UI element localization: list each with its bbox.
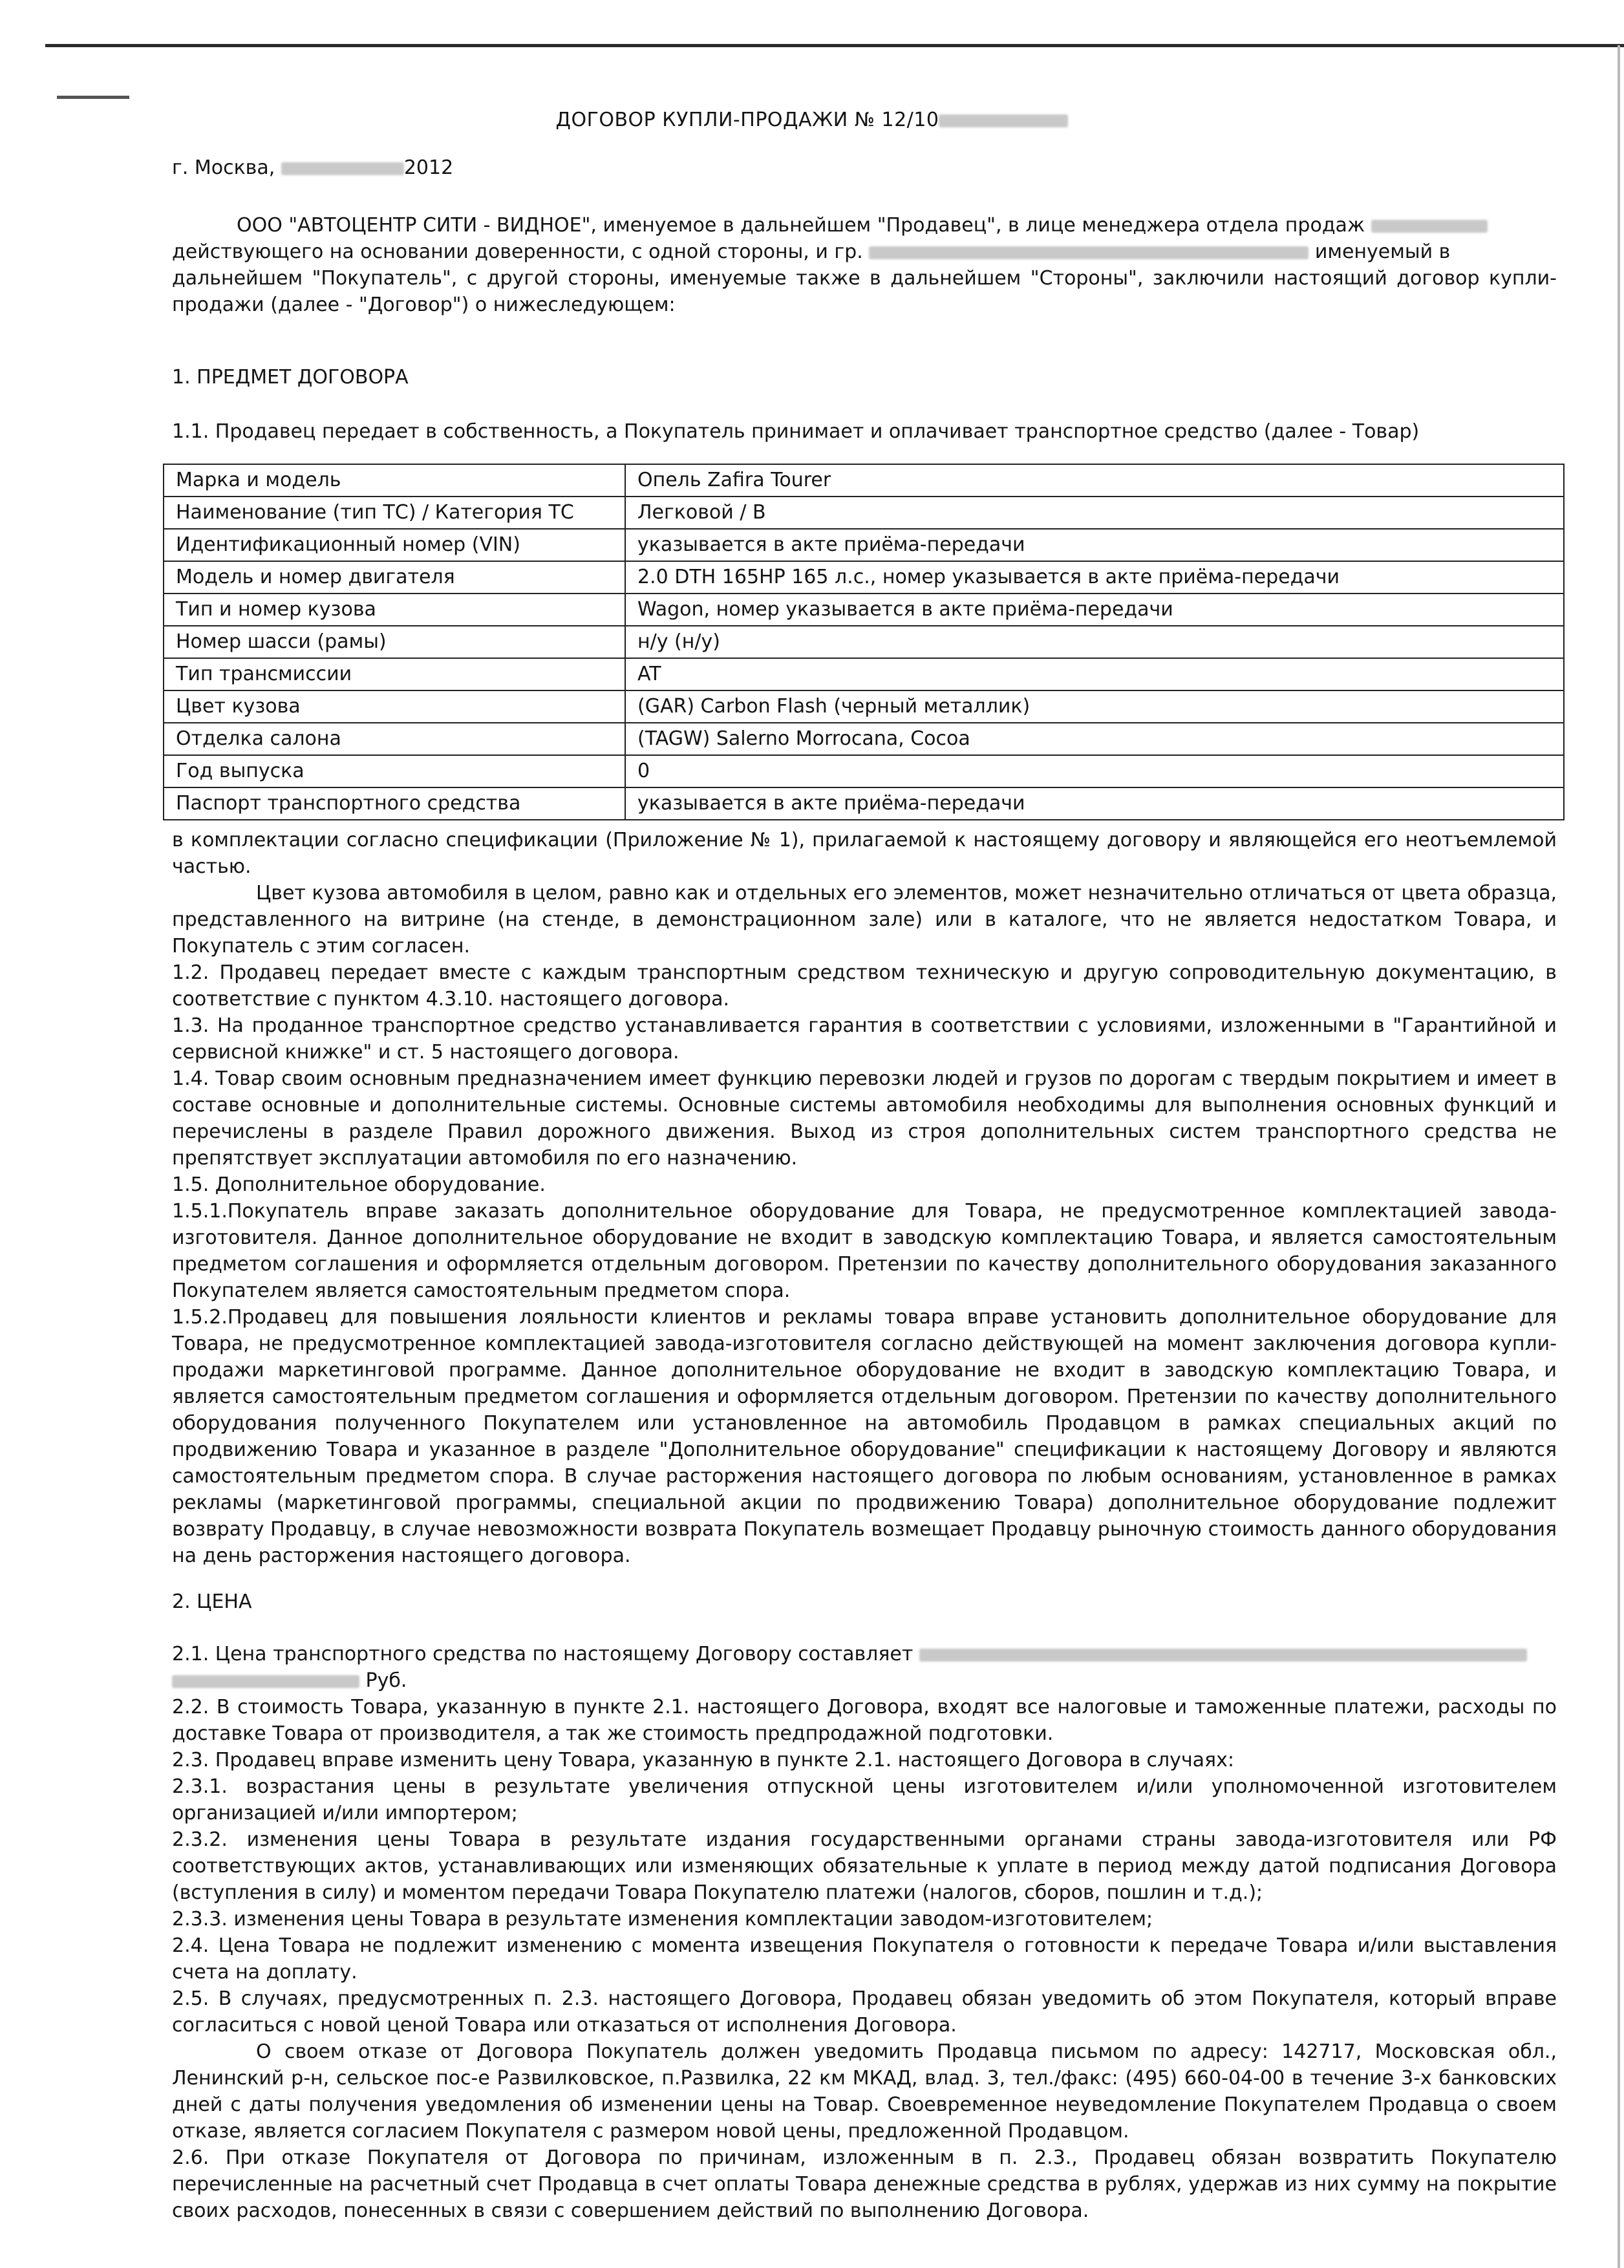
spec-key: Марка и модель: [164, 464, 625, 497]
section-1-body: [172, 827, 1557, 1569]
currency-text: Руб.: [365, 1669, 407, 1692]
paragraph: 2.4. Цена Товара не подлежит изменению с момента извещения Покупателя о готовности к передаче Товара и/или выставления счета на доплату.: [172, 1934, 1557, 1984]
section-1-heading: 1. ПРЕДМЕТ ДОГОВОРА: [172, 366, 409, 389]
clause-2-1-text: 2.1. Цена транспортного средства по настоящему Договору составляет: [172, 1643, 914, 1665]
paragraph: 2.6. При отказе Покупателя от Договора по причинам, изложенным в п. 2.3., Продавец обязан возвратить Покупателю перечисленные на расчетный счет Продавца в счет оплаты Товара денежные средства в рублях, удержав из них сумму на покрытие своих расходов, понесенных в связи с совершением действий по выполнению Договора.: [172, 2146, 1557, 2222]
spec-key: Номер шасси (рамы): [164, 626, 625, 658]
paragraph: 2.2. В стоимость Товара, указанную в пункте 2.1. настоящего Договора, входят все налоговые и таможенные платежи, расходы по доставке Товара от производителя, а так же стоимость предпродажной подготовки.: [172, 1696, 1557, 1745]
spec-key: Тип и номер кузова: [164, 594, 625, 626]
spec-key: Паспорт транспортного средства: [164, 787, 625, 820]
clause-2-1-line-2: [172, 1667, 1557, 1694]
scan-border-top: [45, 44, 1624, 47]
paragraph: 1.5.1.Покупатель вправе заказать дополнительное оборудование для Товара, не предусмотренное комплектацией завода-изготовителя. Данное дополнительное оборудование не входит в заводскую комплектацию Товара, и является самостоятельным предметом соглашения и оформляется отдельным договором. Претензии по качеству дополнительного оборудования заказанного Покупателем является самостоятельным предметом спора.: [172, 1200, 1557, 1302]
paragraph: 1.4. Товар своим основным предназначением имеет функцию перевозки людей и грузов по дорогам с твердым покрытием и имеет в составе основные и дополнительные системы. Основные системы автомобиля необходимы для выполнения основных функций и перечислены в разделе Правил дорожного движения. Выход из строя дополнительных систем транспортного средства не препятствует эксплуатации автомобиля по его назначению.: [172, 1067, 1557, 1170]
redacted-date: [281, 162, 404, 175]
spec-value: н/у (н/у): [625, 626, 1564, 658]
spec-row: [164, 690, 1564, 723]
paragraph: 1.5.2.Продавец для повышения лояльности клиентов и рекламы товара вправе установить дополнительное оборудование для Товара, не предусмотренное комплектацией завода-изготовителя согласно действующей на момент заключения договора купли-продажи маркетинговой программе. Данное дополнительное оборудование не входит в заводскую комплектацию Товара, и является самостоятельным предметом соглашения и оформляется отдельным договором. Претензии по качеству дополнительного оборудования полученного Покупателем или установленное на автомобиль Продавцом в рамках специальных акций по продвижению Товара и указанное в разделе "Дополнительное оборудование" спецификации к настоящему Договору и являются самостоятельным предметом спора. В случае расторжения настоящего договора по любым основаниям, установленное в рамках рекламы (маркетинговой программы, специальной акции по продвижению Товара) дополнительное оборудование подлежит возврату Продавцу, в случае невозможности возврата Покупатель возмещает Продавцу рыночную стоимость данного оборудования на день расторжения настоящего договора.: [172, 1306, 1557, 1567]
spec-row: [164, 561, 1564, 594]
year-text: 2012: [403, 156, 454, 179]
paragraph: 2.3.2. изменения цены Товара в результате издания государственными органами страны завода-изготовителя или РФ соответствующих актов, устанавливающих или изменяющих обязательные к уплате в период между датой подписания Договора (вступления в силу) и моментом передачи Товара Покупателю платежи (налогов, сборов, пошлин и т.д.);: [172, 1828, 1557, 1904]
paragraph: в комплектации согласно спецификации (Приложение № 1), прилагаемой к настоящему договору и являющейся его неотъемлемой частью.: [172, 829, 1557, 878]
intro-text-3: именуемый в: [1314, 241, 1451, 263]
spec-value: 0: [625, 755, 1564, 787]
paragraph: 2.3.3. изменения цены Товара в результате изменения комплектации заводом-изготовителем;: [172, 1908, 1153, 1931]
clause-2-1: [172, 1641, 1557, 1694]
scan-mark: [57, 96, 129, 99]
spec-row: [164, 723, 1564, 755]
redacted-buyer-name: [869, 246, 1309, 259]
paragraph: 2.3.1. возрастания цены в результате увеличения отпускной цены изготовителем и/или уполномоченной изготовителем организацией и/или импортером;: [172, 1775, 1557, 1824]
intro-line-2: [172, 239, 1557, 265]
spec-row: [164, 464, 1564, 497]
intro-line-3: дальнейшем "Покупатель", с другой стороны, именуемые также в дальнейшем "Стороны", заключили настоящий договор купли-продажи (далее - "Договор") о нижеследующем:: [172, 267, 1557, 316]
spec-value: Легковой / B: [625, 497, 1564, 529]
paragraph: Цвет кузова автомобиля в целом, равно как и отдельных его элементов, может незначительно отличаться от цвета образца, представленного на витрине (на стенде, в демонстрационном зале) или в каталоге, что не является недостатком Товара, и Покупатель с этим согласен.: [172, 882, 1557, 957]
vehicle-spec-table: [163, 464, 1565, 820]
spec-key: Наименование (тип ТС) / Категория ТС: [164, 497, 625, 529]
section-2-heading: 2. ЦЕНА: [172, 1590, 252, 1613]
redacted-contract-number: [939, 114, 1068, 127]
spec-key: Отделка салона: [164, 723, 625, 755]
paragraph: 1.5. Дополнительное оборудование.: [172, 1173, 546, 1196]
spec-key: Цвет кузова: [164, 690, 625, 723]
spec-key: Год выпуска: [164, 755, 625, 787]
intro-text-2: действующего на основании доверенности, с одной стороны, и гр.: [172, 241, 863, 263]
spec-value: 2.0 DTH 165HP 165 л.с., номер указывается в акте приёма-передачи: [625, 561, 1564, 594]
spec-row: [164, 658, 1564, 690]
spec-row: [164, 787, 1564, 820]
spec-value: указывается в акте приёма-передачи: [625, 529, 1564, 561]
spec-value: AT: [625, 658, 1564, 690]
redacted-price-amount: [172, 1675, 359, 1688]
spec-key: Тип трансмиссии: [164, 658, 625, 690]
spec-row: [164, 594, 1564, 626]
spec-value: Wagon, номер указывается в акте приёма-передачи: [625, 594, 1564, 626]
clause-2-1-line: [172, 1641, 1557, 1667]
spec-row: [164, 529, 1564, 561]
intro-line-1: [172, 212, 1557, 239]
spec-row: [164, 626, 1564, 658]
intro-paragraph: [172, 212, 1557, 318]
paragraph: О своем отказе от Договора Покупатель должен уведомить Продавца письмом по адресу: 142717, Московская обл., Ленинский р-н, сельское пос-е Развилковское, п.Развилка, 22 км МКАД, влад. 3, тел./факс: (495) 660-04-00 в течение 3-х банковских дней с даты получения уведомления об изменении цены на Товар. Своевременное неуведомление Покупателем Продавца о своем отказе, является согласием Покупателя с размером новой цены, предложенной Продавцом.: [172, 2040, 1557, 2143]
paragraph: 2.5. В случаях, предусмотренных п. 2.3. настоящего Договора, Продавец обязан уведомить об этом Покупателя, который вправе согласиться с новой ценой Товара или отказаться от исполнения Договора.: [172, 1987, 1557, 2037]
intro-text-1: ООО "АВТОЦЕНТР СИТИ - ВИДНОЕ", именуемое в дальнейшем "Продавец", в лице менеджера отдела продаж: [237, 214, 1365, 237]
spec-key: Модель и номер двигателя: [164, 561, 625, 594]
section-2-body: [172, 1694, 1557, 2224]
scan-border-right: [1618, 45, 1620, 2268]
clause-1-1: 1.1. Продавец передает в собственность, а Покупатель принимает и оплачивает транспортное средство (далее - Товар): [172, 420, 1420, 443]
document-title: [0, 109, 1624, 131]
redacted-price-words: [919, 1649, 1527, 1662]
city-text: г. Москва,: [172, 156, 275, 179]
spec-value: (TAGW) Salerno Morrocana, Cocoa: [625, 723, 1564, 755]
document-title-text: ДОГОВОР КУПЛИ-ПРОДАЖИ № 12/10: [555, 109, 939, 131]
paragraph: 2.3. Продавец вправе изменить цену Товара, указанную в пункте 2.1. настоящего Договора в случаях:: [172, 1749, 1234, 1771]
paragraph: 1.2. Продавец передает вместе с каждым транспортным средством техническую и другую сопроводительную документацию, в соответствие с пунктом 4.3.10. настоящего договора.: [172, 961, 1557, 1011]
city-date-line: [172, 156, 453, 179]
spec-key: Идентификационный номер (VIN): [164, 529, 625, 561]
spec-value: указывается в акте приёма-передачи: [625, 787, 1564, 820]
paragraph: 1.3. На проданное транспортное средство устанавливается гарантия в соответствии с условиями, изложенными в "Гарантийной и сервисной книжке" и ст. 5 настоящего договора.: [172, 1014, 1557, 1064]
spec-value: Опель Zafira Tourer: [625, 464, 1564, 497]
spec-row: [164, 497, 1564, 529]
spec-row: [164, 755, 1564, 787]
redacted-manager-name: [1371, 220, 1488, 233]
spec-value: (GAR) Carbon Flash (черный металлик): [625, 690, 1564, 723]
